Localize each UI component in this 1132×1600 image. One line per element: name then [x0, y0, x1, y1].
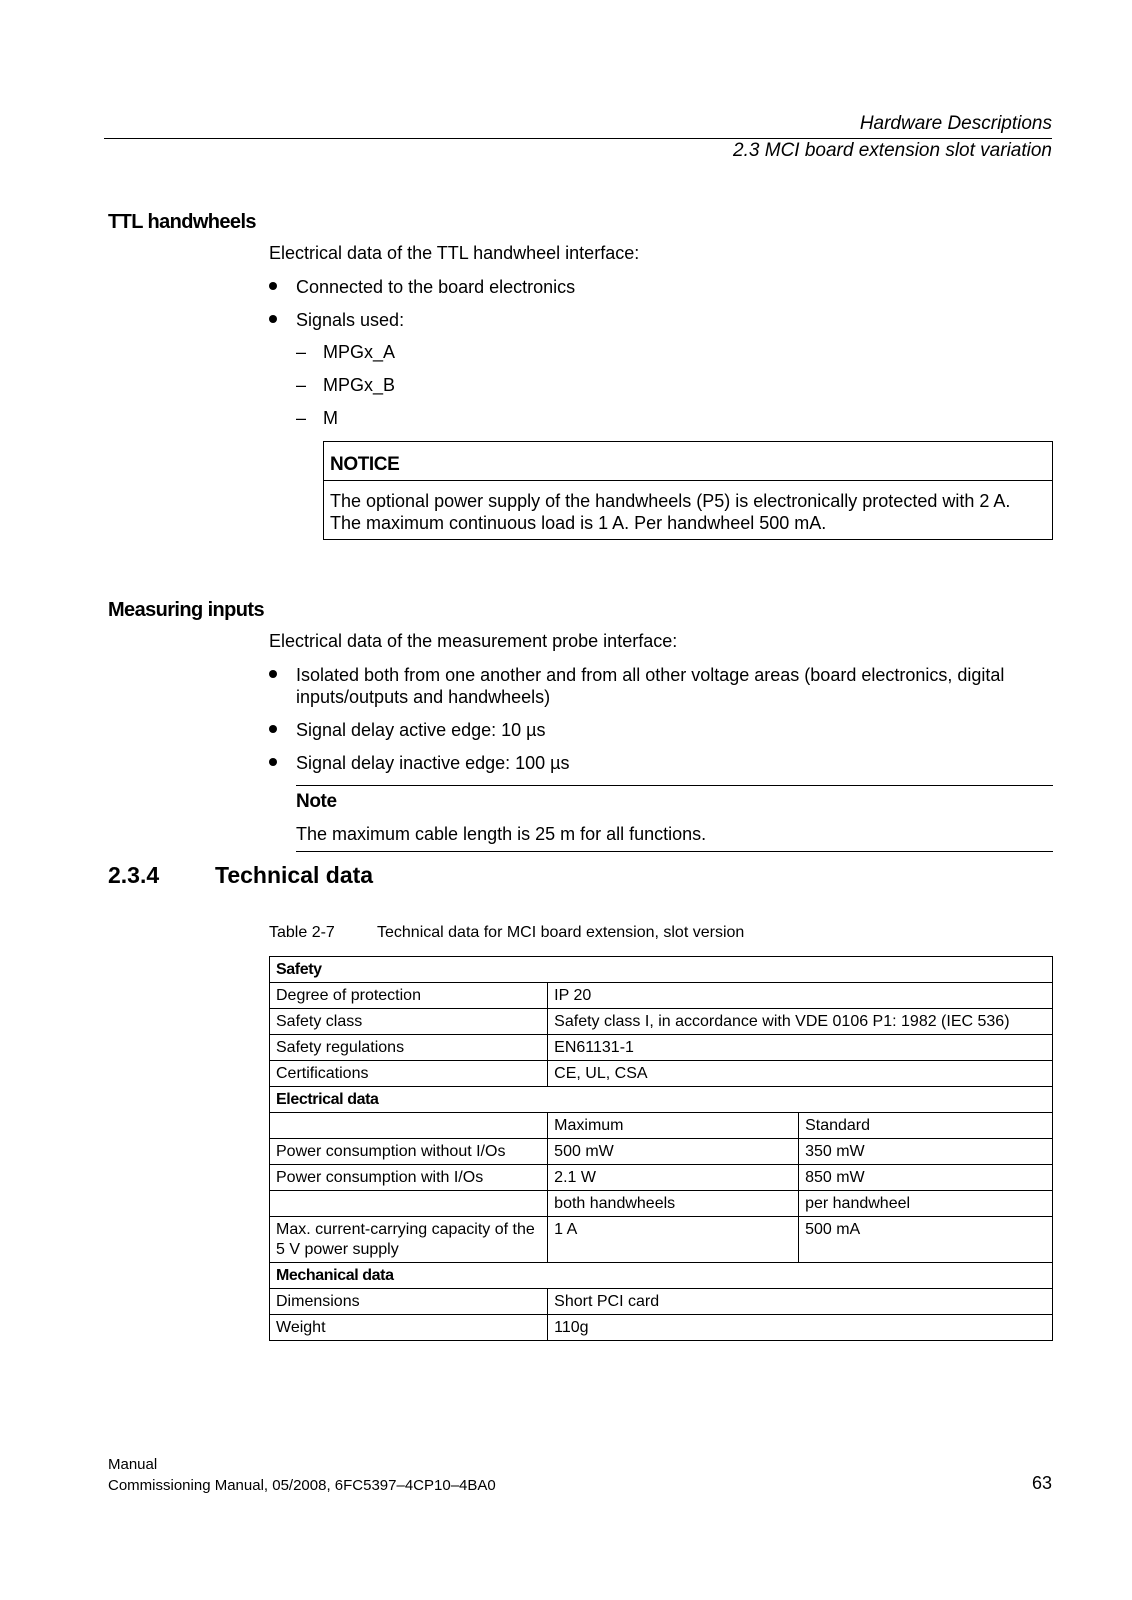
table-cell: Maximum	[548, 1113, 799, 1139]
technical-data-table	[269, 956, 1053, 1341]
notice-title: NOTICE	[330, 454, 400, 475]
note-rule-bottom	[296, 851, 1053, 852]
table-cell: Standard	[799, 1113, 1053, 1139]
notice-text: The optional power supply of the handwheels (P5) is electronically protected with 2 A. The maximum continuous load is 1 A. Per handwheel 500 mA.	[330, 491, 1011, 533]
table-cell: Degree of protection	[270, 983, 548, 1009]
table-row	[270, 1217, 1053, 1263]
table-caption-number: Table 2-7	[269, 924, 335, 941]
table-cell: Safety class I, in accordance with VDE 0106 P1: 1982 (IEC 536)	[548, 1009, 1053, 1035]
note-rule-top	[296, 785, 1053, 786]
table-cell: Power consumption without I/Os	[270, 1139, 548, 1165]
measuring-bullet: Signal delay inactive edge: 100 µs	[296, 753, 570, 773]
group-title: Safety	[270, 957, 1053, 983]
ttl-bullet: Signals used:	[296, 310, 405, 330]
footer-line1: Manual	[108, 1456, 158, 1473]
notice-box	[323, 441, 1053, 540]
group-title: Mechanical data	[270, 1263, 1053, 1289]
measuring-intro: Electrical data of the measurement probe interface:	[269, 631, 678, 651]
table-cell: Safety class	[270, 1009, 548, 1035]
table-cell: 350 mW	[799, 1139, 1053, 1165]
table-cell: per handwheel	[799, 1191, 1053, 1217]
bullet-icon	[269, 725, 277, 733]
table-cell	[270, 1113, 548, 1139]
table-group-row	[270, 957, 1053, 983]
signal-item: M	[323, 408, 338, 428]
notice-divider	[324, 480, 1052, 481]
table-cell: 2.1 W	[548, 1165, 799, 1191]
measuring-bullet: Isolated both from one another and from all other voltage areas (board electronics, digital inputs/outputs and handwheels)	[296, 665, 1005, 707]
ttl-intro: Electrical data of the TTL handwheel interface:	[269, 243, 640, 263]
note-text: The maximum cable length is 25 m for all functions.	[296, 824, 707, 844]
table-cell: 500 mW	[548, 1139, 799, 1165]
group-title: Electrical data	[270, 1087, 1053, 1113]
dash-icon: –	[296, 408, 307, 428]
table-group-row	[270, 1263, 1053, 1289]
table-row	[270, 1289, 1053, 1315]
table-cell: Certifications	[270, 1061, 548, 1087]
table-cell: Safety regulations	[270, 1035, 548, 1061]
table-row	[270, 1139, 1053, 1165]
table-group-row	[270, 1087, 1053, 1113]
table-caption-text: Technical data for MCI board extension, slot version	[377, 924, 745, 941]
ttl-heading: TTL handwheels	[108, 211, 256, 233]
table-cell: Dimensions	[270, 1289, 548, 1315]
table-cell: EN61131-1	[548, 1035, 1053, 1061]
dash-icon: –	[296, 375, 307, 395]
table-header-row	[270, 1191, 1053, 1217]
bullet-icon	[269, 758, 277, 766]
header-rule	[104, 138, 1052, 139]
table-cell: Weight	[270, 1315, 548, 1341]
table-cell: Max. current-carrying capacity of the 5 V power supply	[270, 1217, 548, 1263]
table-row	[270, 1035, 1053, 1061]
table-cell: Power consumption with I/Os	[270, 1165, 548, 1191]
bullet-icon	[269, 670, 277, 678]
bullet-icon	[269, 282, 277, 290]
measuring-heading: Measuring inputs	[108, 599, 264, 621]
bullet-icon	[269, 315, 277, 323]
table-cell: Short PCI card	[548, 1289, 1053, 1315]
table-row	[270, 1061, 1053, 1087]
page-number: 63	[1031, 1473, 1052, 1493]
table-cell	[270, 1191, 548, 1217]
table-row	[270, 1165, 1053, 1191]
table-cell: 110g	[548, 1315, 1053, 1341]
table-row	[270, 1315, 1053, 1341]
table-cell: IP 20	[548, 983, 1053, 1009]
table-cell: 1 A	[548, 1217, 799, 1263]
signal-item: MPGx_A	[323, 342, 396, 362]
section-title: Technical data	[215, 862, 374, 888]
footer-line2: Commissioning Manual, 05/2008, 6FC5397–4CP10–4BA0	[108, 1477, 496, 1494]
table-cell: CE, UL, CSA	[548, 1061, 1053, 1087]
header-chapter: Hardware Descriptions	[859, 113, 1052, 134]
ttl-bullet: Connected to the board electronics	[296, 277, 576, 297]
dash-icon: –	[296, 342, 307, 362]
table-row	[270, 983, 1053, 1009]
table-cell: 500 mA	[799, 1217, 1053, 1263]
table-cell: both handwheels	[548, 1191, 799, 1217]
section-number: 2.3.4	[108, 862, 160, 888]
measuring-bullet: Signal delay active edge: 10 µs	[296, 720, 546, 740]
header-section: 2.3 MCI board extension slot variation	[733, 140, 1052, 161]
signal-item: MPGx_B	[323, 375, 396, 395]
table-header-row	[270, 1113, 1053, 1139]
note-title: Note	[296, 791, 337, 812]
table-row	[270, 1009, 1053, 1035]
table-cell: 850 mW	[799, 1165, 1053, 1191]
